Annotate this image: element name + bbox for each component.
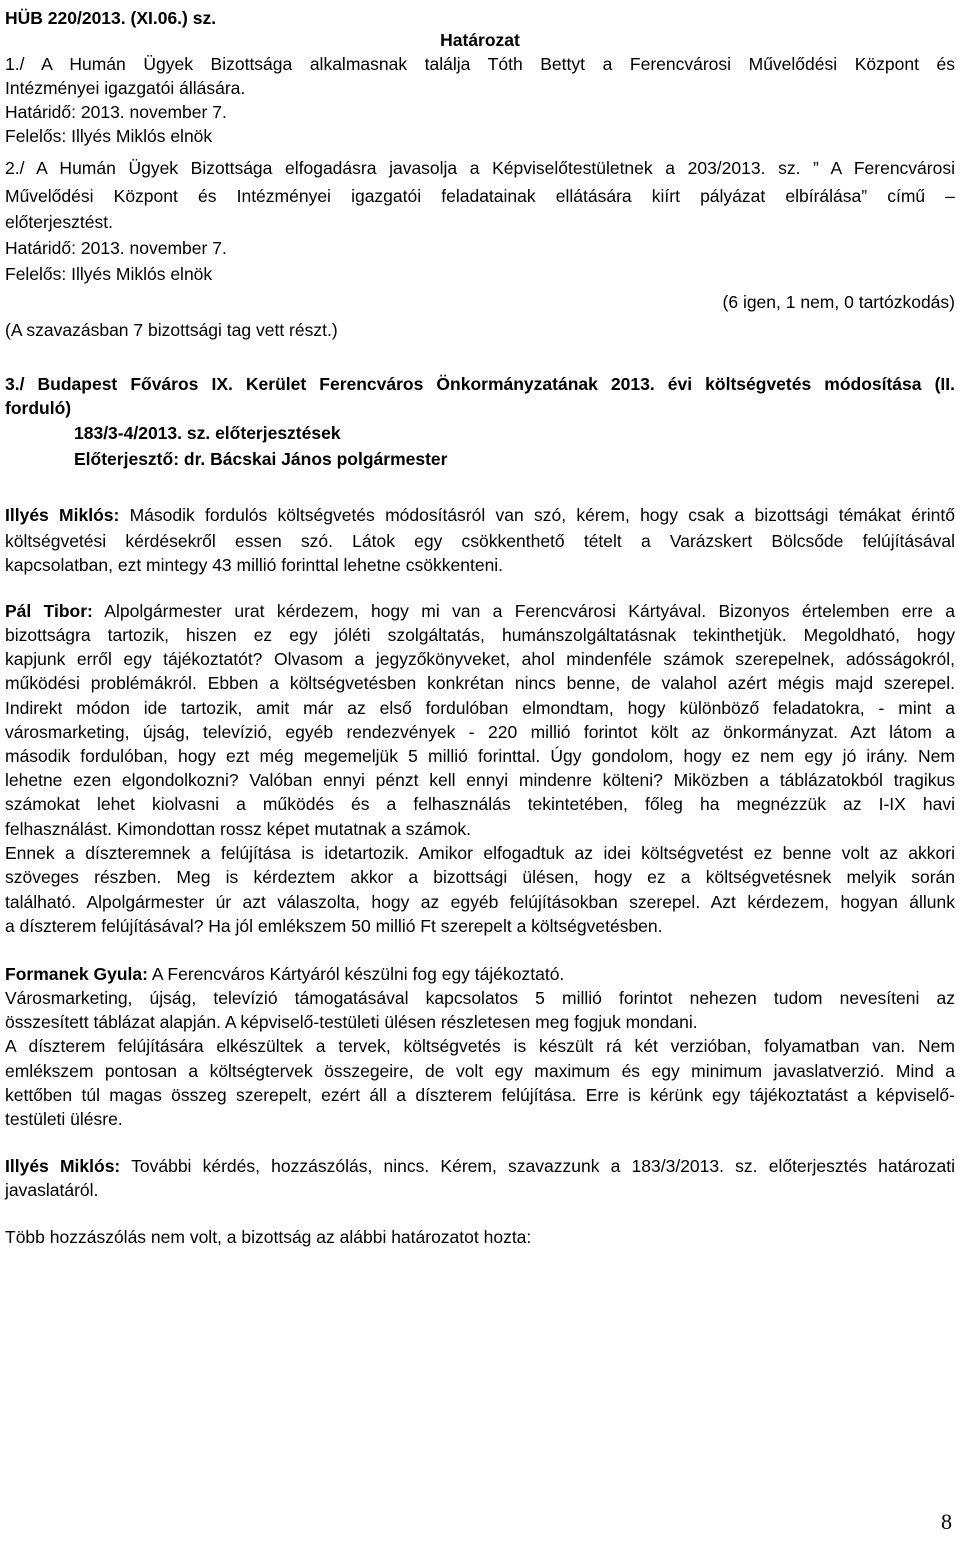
- speech-line: Ennek a díszteremnek a felújítása is idetartozik. Amikor elfogadtuk az idei költségvetést ez benne volt az akkori: [5, 843, 955, 863]
- speaker-name: Illyés Miklós:: [5, 1156, 121, 1176]
- speech-line: Formanek Gyula: A Ferencváros Kártyáról készülni fog egy tájékoztató.: [5, 964, 565, 984]
- resolution-2-deadline: Határidő: 2013. november 7.: [5, 238, 227, 258]
- speech-line: a díszterem felújításával? Ha jól emlékszem 50 millió Ft szerepelt a költségvetésben.: [5, 916, 663, 936]
- resolution-2-line: előterjesztést.: [5, 212, 113, 232]
- speech-line: második fordulóban, hogy ezt még megemeljük 5 millió forinttal. Úgy gondolom, hogy ez nem egy jó irány. Nem: [5, 746, 955, 766]
- resolution-1-line: Intézményei igazgatói állására.: [5, 78, 246, 98]
- resolution-1-responsible: Felelős: Illyés Miklós elnök: [5, 126, 213, 146]
- speech-line: összesített táblázat alapján. A képviselő-testületi ülésen részletesen meg fogjuk mondani.: [5, 1012, 698, 1032]
- speech-line: emlékszem pontosan a költségtervek összegeire, de volt egy maximum és egy minimum javaslatverzió. Mind a: [5, 1061, 955, 1081]
- speech-line: költségvetési kérdésekről essen szó. Látok egy csökkenthető tételt a Varázskert Bölcsőde felújításával: [5, 531, 955, 551]
- speech-line: Indirekt módon ide tartozik, amit már az első fordulóban elmondtam, hogy különböző feladatokra, - mint a: [5, 698, 955, 718]
- speech-line: szöveges részben. Meg is kérdeztem akkor a bizottsági ülésen, hogy ez a költségvetésnek melyik során: [5, 867, 955, 887]
- agenda-item-3-presenter: Előterjesztő: dr. Bácskai János polgármester: [74, 449, 448, 469]
- speech-line: számokat lehet kiolvasni a működés és a felhasználás tekintetében, főleg ha megnézzük az I-IX havi: [5, 794, 955, 814]
- closing-statement: Több hozzászólás nem volt, a bizottság az alábbi határozatot hozta:: [5, 1227, 532, 1247]
- speech-line: Városmarketing, újság, televízió támogatásával kapcsolatos 5 millió forintot nehezen tudom nevesíteni az: [5, 988, 955, 1008]
- speech-line: Pál Tibor: Alpolgármester urat kérdezem, hogy mi van a Ferencvárosi Kártyával. Bizonyos értelemben erre a: [5, 601, 955, 621]
- speech-line: Illyés Miklós: Második fordulós költségvetés módosításról van szó, kérem, hogy csak a bizottsági témákat érintő: [5, 505, 955, 525]
- agenda-item-3-title: 3./ Budapest Főváros IX. Kerület Ferencváros Önkormányzatának 2013. évi költségvetés módosítása (II.: [5, 374, 955, 394]
- vote-result: (6 igen, 1 nem, 0 tartózkodás): [722, 292, 955, 312]
- resolution-heading: Határozat: [440, 30, 520, 50]
- speech-line: működési problémákról. Ebben a költségvetésben konkrétan nincs benne, de valahol azért mégis majd szerepel.: [5, 673, 955, 693]
- speech-line: bizottságra tartozik, hiszen ez egy jóléti szolgáltatás, humánszolgáltatásnak tekinthetjük. Megoldható, hogy: [5, 625, 955, 645]
- resolution-1-deadline: Határidő: 2013. november 7.: [5, 102, 227, 122]
- speaker-name: Pál Tibor:: [5, 601, 93, 621]
- vote-participants: (A szavazásban 7 bizottsági tag vett részt.): [5, 320, 338, 340]
- page-number: 8: [941, 1509, 952, 1534]
- speech-line: városmarketing, újság, televízió, egyéb rendezvények - 220 millió forintot költ az önkormányzat. Azt látom a: [5, 722, 955, 742]
- speech-line: lehetne ezen elgondolkozni? Valóban ennyi pénzt kell ennyi mindenre költeni? Miközben a táblázatokból tragikus: [5, 770, 955, 790]
- speech-line: kapcsolatban, ezt mintegy 43 millió forinttal lehetne csökkenteni.: [5, 555, 504, 575]
- speech-line: Illyés Miklós: További kérdés, hozzászólás, nincs. Kérem, szavazzunk a 183/3/2013. sz. előterjesztés határozati: [5, 1156, 955, 1176]
- agenda-item-3-doc-ref: 183/3-4/2013. sz. előterjesztések: [74, 423, 341, 443]
- speech-line: javaslatáról.: [5, 1180, 99, 1200]
- agenda-item-3-title: forduló): [5, 398, 72, 418]
- speech-line: található. Alpolgármester úr azt válaszolta, hogy az egyéb felújításokban szerepel. Azt kérdezem, hogyan állunk: [5, 892, 955, 912]
- speech-line: kettőben túl magas összeg szerepelt, ezért áll a díszterem felújítása. Erre is kérünk egy tájékoztatást a képviselő-: [5, 1085, 955, 1105]
- resolution-2-line: Művelődési Központ és Intézményei igazgatói feladatainak ellátására kiírt pályázat elbírálása” című –: [5, 186, 955, 206]
- speaker-name: Formanek Gyula:: [5, 964, 148, 984]
- document-reference: HÜB 220/2013. (XI.06.) sz.: [5, 8, 217, 28]
- speech-line: felhasználást. Kimondottan rossz képet mutatnak a számok.: [5, 819, 471, 839]
- resolution-1-line: 1./ A Humán Ügyek Bizottsága alkalmasnak találja Tóth Bettyt a Ferencvárosi Művelődési Központ és: [5, 54, 955, 74]
- resolution-2-responsible: Felelős: Illyés Miklós elnök: [5, 264, 213, 284]
- speech-line: testületi ülésre.: [5, 1109, 123, 1129]
- resolution-2-line: 2./ A Humán Ügyek Bizottsága elfogadásra javasolja a Képviselőtestületnek a 203/2013. sz. ” A Ferencvárosi: [5, 158, 955, 178]
- speech-line: A díszterem felújítására elkészültek a tervek, költségvetés is készült rá két verzióban, folyamatban van. Nem: [5, 1036, 955, 1056]
- speaker-name: Illyés Miklós:: [5, 505, 120, 525]
- speech-line: kapjunk erről egy tájékoztatót? Olvasom a jegyzőkönyveket, ahol mindenféle számok szerepelnek, adósságokról,: [5, 649, 955, 669]
